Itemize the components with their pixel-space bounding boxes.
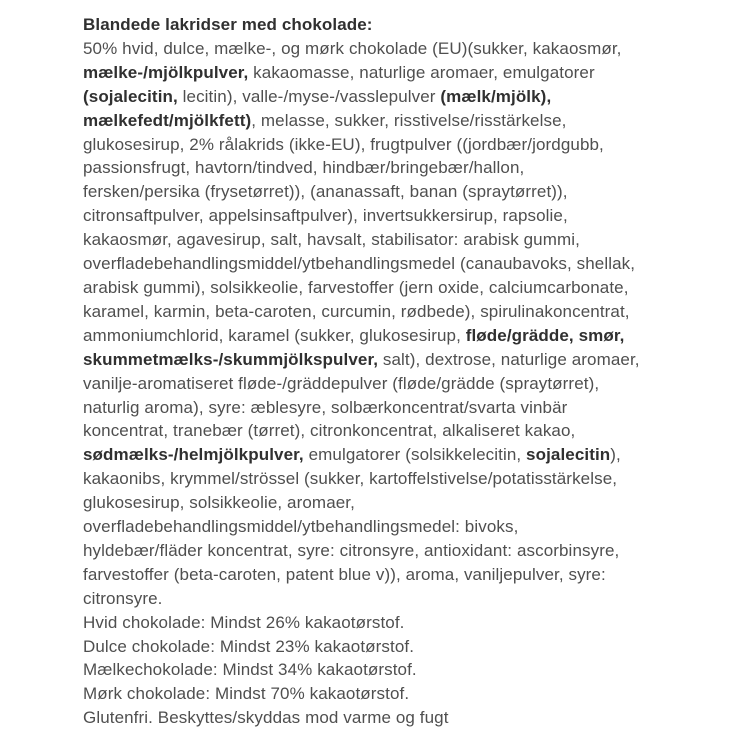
text-line: [83, 658, 710, 682]
text-segment: karamel, karmin, beta-caroten, curcumin, rødbede), spirulinakoncentrat,: [83, 301, 630, 321]
text-segment: citronsyre.: [83, 588, 163, 608]
text-line: [83, 276, 710, 300]
text-segment: , melasse, sukker, risstivelse/risstärkelse,: [251, 110, 567, 130]
text-line: [83, 491, 710, 515]
text-segment: overfladebehandlingsmiddel/ytbehandlingsmedel (canaubavoks, shellak,: [83, 254, 636, 274]
text-line: [83, 348, 710, 372]
text-line: [83, 372, 710, 396]
text-line: [83, 156, 710, 180]
text-segment: glukosesirup, solsikkeolie, aromaer,: [83, 493, 355, 513]
allergen-bold-text: mælke-/mjölkpulver,: [83, 62, 249, 82]
text-line: [83, 539, 710, 563]
text-segment: kakaonibs, krymmel/strössel (sukker, kartoffelstivelse/potatisstärkelse,: [83, 469, 618, 489]
text-segment: 50% hvid, dulce, mælke-, og mørk chokolade (EU)(sukker, kakaosmør,: [83, 38, 622, 58]
text-segment: lecitin), valle-/myse-/vasslepulver: [177, 86, 441, 106]
ingredients-text: [83, 37, 710, 730]
text-line: [83, 109, 710, 133]
allergen-bold-text: skummetmælks-/skummjölkspulver,: [83, 349, 379, 369]
text-segment: hyldebær/fläder koncentrat, syre: citronsyre, antioxidant: ascorbinsyre,: [83, 540, 620, 560]
text-segment: glukosesirup, 2% rålakrids (ikke-EU), frugtpulver ((jordbær/jordgubb,: [83, 134, 604, 154]
text-line: [83, 682, 710, 706]
text-line: [83, 419, 710, 443]
text-line: [83, 324, 710, 348]
text-segment: arabisk gummi), solsikkeolie, farvestoffer (jern oxide, calciumcarbonate,: [83, 277, 629, 297]
text-segment: overfladebehandlingsmiddel/ytbehandlingsmedel: bivoks,: [83, 517, 519, 537]
text-line: [83, 85, 710, 109]
text-line: [83, 443, 710, 467]
text-segment: Dulce chokolade: Mindst 23% kakaotørstof.: [83, 636, 415, 656]
text-line: [83, 300, 710, 324]
text-segment: ammoniumchlorid, karamel (sukker, glukosesirup,: [83, 325, 466, 345]
allergen-bold-text: fløde/grädde, smør,: [465, 325, 625, 345]
text-segment: citronsaftpulver, appelsinsaftpulver), invertsukkersirup, rapsolie,: [83, 206, 568, 226]
text-segment: naturlig aroma), syre: æblesyre, solbærkoncentrat/svarta vinbär: [83, 397, 568, 417]
text-line: [83, 204, 710, 228]
text-line: [83, 587, 710, 611]
allergen-bold-text: (mælk/mjölk),: [440, 86, 552, 106]
text-segment: vanilje-aromatiseret fløde-/gräddepulver (fløde/grädde (spraytørret),: [83, 373, 600, 393]
text-line: [83, 706, 710, 730]
text-line: [83, 611, 710, 635]
text-segment: ),: [610, 445, 621, 465]
text-segment: passionsfrugt, havtorn/tindved, hindbær/bringebær/hallon,: [83, 158, 525, 178]
text-line: [83, 180, 710, 204]
text-line: [83, 515, 710, 539]
text-line: [83, 133, 710, 157]
allergen-bold-text: mælkefedt/mjölkfett): [83, 110, 252, 130]
text-line: [83, 563, 710, 587]
text-segment: Hvid chokolade: Mindst 26% kakaotørstof.: [83, 612, 405, 632]
text-line: [83, 396, 710, 420]
text-segment: farvestoffer (beta-caroten, patent blue v)), aroma, vaniljepulver, syre:: [83, 564, 606, 584]
text-line: [83, 467, 710, 491]
text-segment: Mørk chokolade: Mindst 70% kakaotørstof.: [83, 684, 410, 704]
allergen-bold-text: sødmælks-/helmjölkpulver,: [83, 445, 304, 465]
text-segment: kakaomasse, naturlige aromaer, emulgatorer: [248, 62, 595, 82]
allergen-bold-text: (sojalecitin,: [83, 86, 178, 106]
text-segment: Glutenfri. Beskyttes/skyddas mod varme og fugt: [83, 708, 449, 728]
text-line: [83, 635, 710, 659]
allergen-bold-text: sojalecitin: [526, 445, 611, 465]
text-segment: kakaosmør, agavesirup, salt, havsalt, stabilisator: arabisk gummi,: [83, 230, 580, 250]
text-segment: emulgatorer (solsikkelecitin,: [303, 445, 527, 465]
text-line: [83, 37, 710, 61]
text-line: [83, 61, 710, 85]
text-line: [83, 252, 710, 276]
text-segment: salt), dextrose, naturlige aromaer,: [378, 349, 640, 369]
text-segment: koncentrat, tranebær (tørret), citronkoncentrat, alkaliseret kakao,: [83, 421, 576, 441]
text-line: [83, 228, 710, 252]
text-segment: Mælkechokolade: Mindst 34% kakaotørstof.: [83, 660, 417, 680]
ingredients-title: Blandede lakridser med chokolade:: [83, 15, 373, 34]
text-segment: fersken/persika (frysetørret)), (ananassaft, banan (spraytørret)),: [83, 182, 568, 202]
